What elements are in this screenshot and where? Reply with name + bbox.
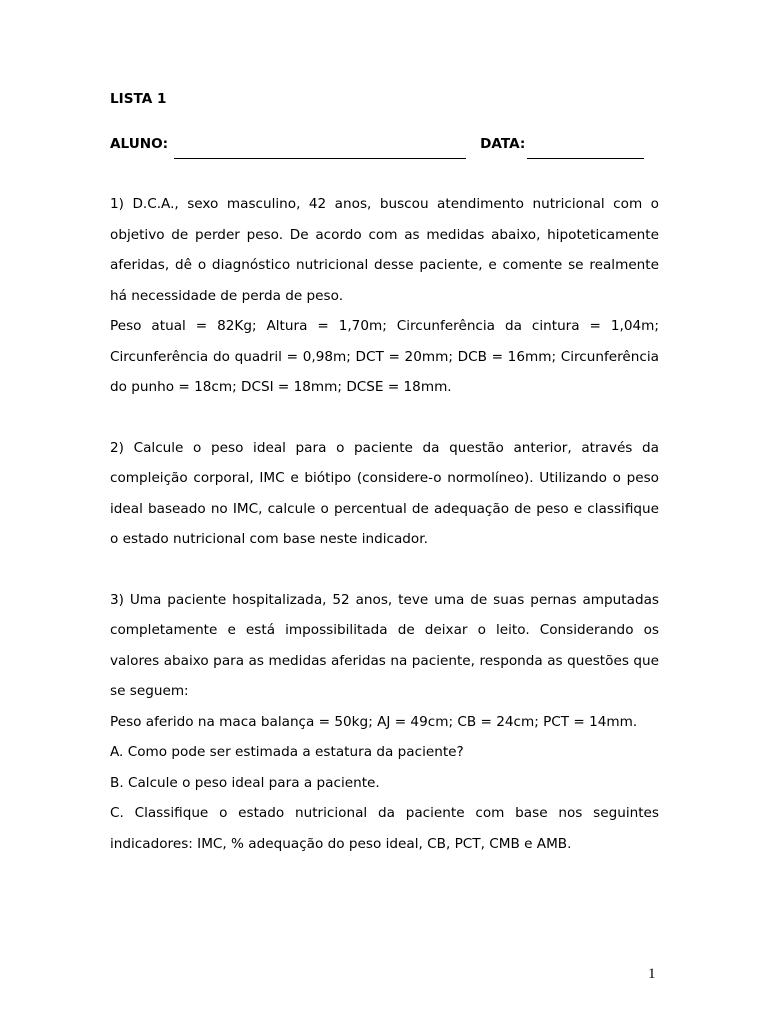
list-title: LISTA 1 (110, 91, 167, 107)
question-3-item-a: A. Como pode ser estimada a estatura da paciente? (110, 744, 464, 760)
document-content (110, 84, 659, 859)
student-name-blank (174, 140, 466, 159)
question-3-item-b: B. Calcule o peso ideal para a paciente. (110, 774, 380, 791)
spacer (110, 555, 659, 585)
question-3-item-c: C. Classifique o estado nutricional da paciente com base nos seguintes indicadores: IMC, % adequação do peso ideal, CB, PCT, CMB e AMB. (110, 805, 659, 852)
student-label: ALUNO: (110, 136, 169, 152)
question-2-text: 2) Calcule o peso ideal para o paciente da questão anterior, através da compleição corporal, IMC e biótipo (considere-o normolíneo). Utilizando o peso ideal baseado no IMC, calcule o percentual de adequação de peso e classifique o estado nutricional com base neste indicador. (110, 439, 659, 547)
student-header (110, 129, 659, 159)
question-1 (110, 189, 659, 403)
question-1-data: Peso atual = 82Kg; Altura = 1,70m; Circunferência da cintura = 1,04m; Circunferência do quadril = 0,98m; DCT = 20mm; DCB = 16mm; Circunferência do punho = 18cm; DCSI = 18mm; DCSE = 18mm. (110, 318, 659, 395)
date-label: DATA: (480, 136, 526, 152)
question-1-intro: 1) D.C.A., sexo masculino, 42 anos, buscou atendimento nutricional com o objetivo de perder peso. De acordo com as medidas abaixo, hipoteticamente aferidas, dê o diagnóstico nutricional desse paciente, e comente se realmente há necessidade de perda de peso. (110, 196, 659, 304)
question-2 (110, 433, 659, 555)
question-3-intro: 3) Uma paciente hospitalizada, 52 anos, teve uma de suas pernas amputadas completamente e está impossibilitada de deixar o leito. Considerando os valores abaixo para as medidas aferidas na paciente, responda as questões que se seguem: (110, 591, 659, 699)
date-blank (527, 140, 644, 159)
page-number: 1 (648, 966, 656, 982)
question-3 (110, 585, 659, 860)
spacer (110, 403, 659, 433)
question-3-data: Peso aferido na maca balança = 50kg; AJ = 49cm; CB = 24cm; PCT = 14mm. (110, 713, 638, 730)
